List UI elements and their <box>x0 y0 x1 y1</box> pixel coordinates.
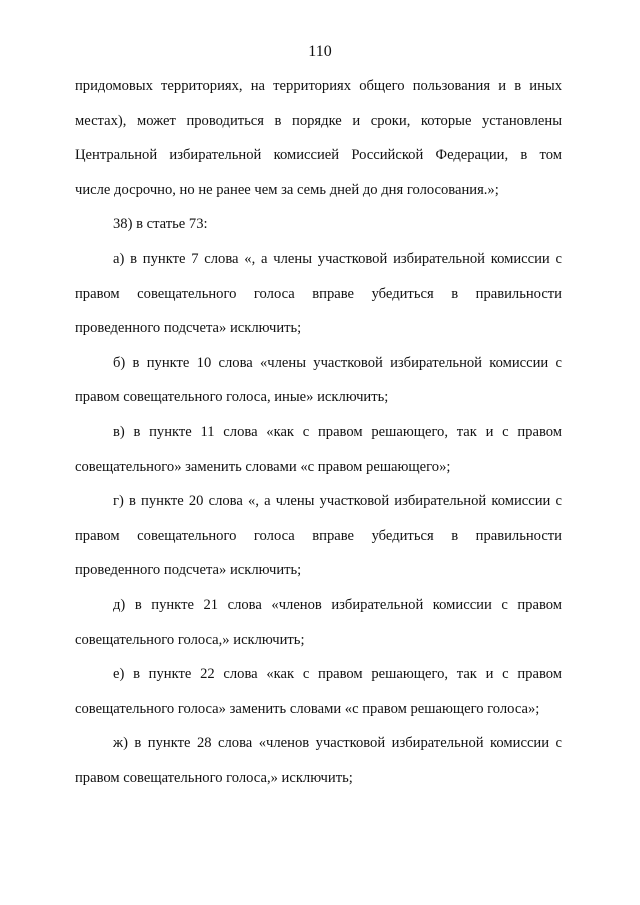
text-line: совещательного голоса» заменить словами «с правом решающего голоса»; <box>75 700 540 717</box>
text-line: проведенного подсчета» исключить; <box>75 562 302 579</box>
text-line: д) в пункте 21 слова «членов избирательной комиссии с правом <box>113 596 562 613</box>
text-line: ж) в пункте 28 слова «членов участковой избирательной комиссии с <box>113 735 562 752</box>
text-line: в) в пункте 11 слова «как с правом решающего, так и с правом <box>113 423 562 440</box>
text-line: местах), может проводиться в порядке и сроки, которые установлены <box>75 112 562 129</box>
text-line: а) в пункте 7 слова «, а члены участковой избирательной комиссии с <box>113 250 562 267</box>
paragraph <box>75 207 562 242</box>
text-line: г) в пункте 20 слова «, а члены участковой избирательной комиссии с <box>113 493 562 510</box>
text-line: б) в пункте 10 слова «члены участковой избирательной комиссии с <box>113 354 562 371</box>
paragraph <box>75 657 562 726</box>
text-line: правом совещательного голоса вправе убедиться в правильности <box>75 527 562 544</box>
paragraph <box>75 69 562 207</box>
paragraph <box>75 346 562 415</box>
paragraph <box>75 726 562 795</box>
page-number: 110 <box>308 43 332 60</box>
paragraph <box>75 588 562 657</box>
text-line: совещательного голоса,» исключить; <box>75 631 305 648</box>
paragraph <box>75 415 562 484</box>
document-body <box>75 69 562 795</box>
text-line: правом совещательного голоса, иные» исключить; <box>75 389 389 406</box>
text-line: проведенного подсчета» исключить; <box>75 320 302 337</box>
text-line: совещательного» заменить словами «с правом решающего»; <box>75 458 451 475</box>
text-line: Центральной избирательной комиссией Российской Федерации, в том <box>75 147 562 164</box>
text-line: е) в пункте 22 слова «как с правом решающего, так и с правом <box>113 666 562 683</box>
text-line: числе досрочно, но не ранее чем за семь дней до дня голосования.»; <box>75 181 499 198</box>
paragraph <box>75 484 562 588</box>
text-line: правом совещательного голоса вправе убедиться в правильности <box>75 285 562 302</box>
text-line: придомовых территориях, на территориях общего пользования и в иных <box>75 78 562 94</box>
paragraph <box>75 242 562 346</box>
text-line: правом совещательного голоса,» исключить; <box>75 769 353 786</box>
text-line: 38) в статье 73: <box>113 216 208 233</box>
